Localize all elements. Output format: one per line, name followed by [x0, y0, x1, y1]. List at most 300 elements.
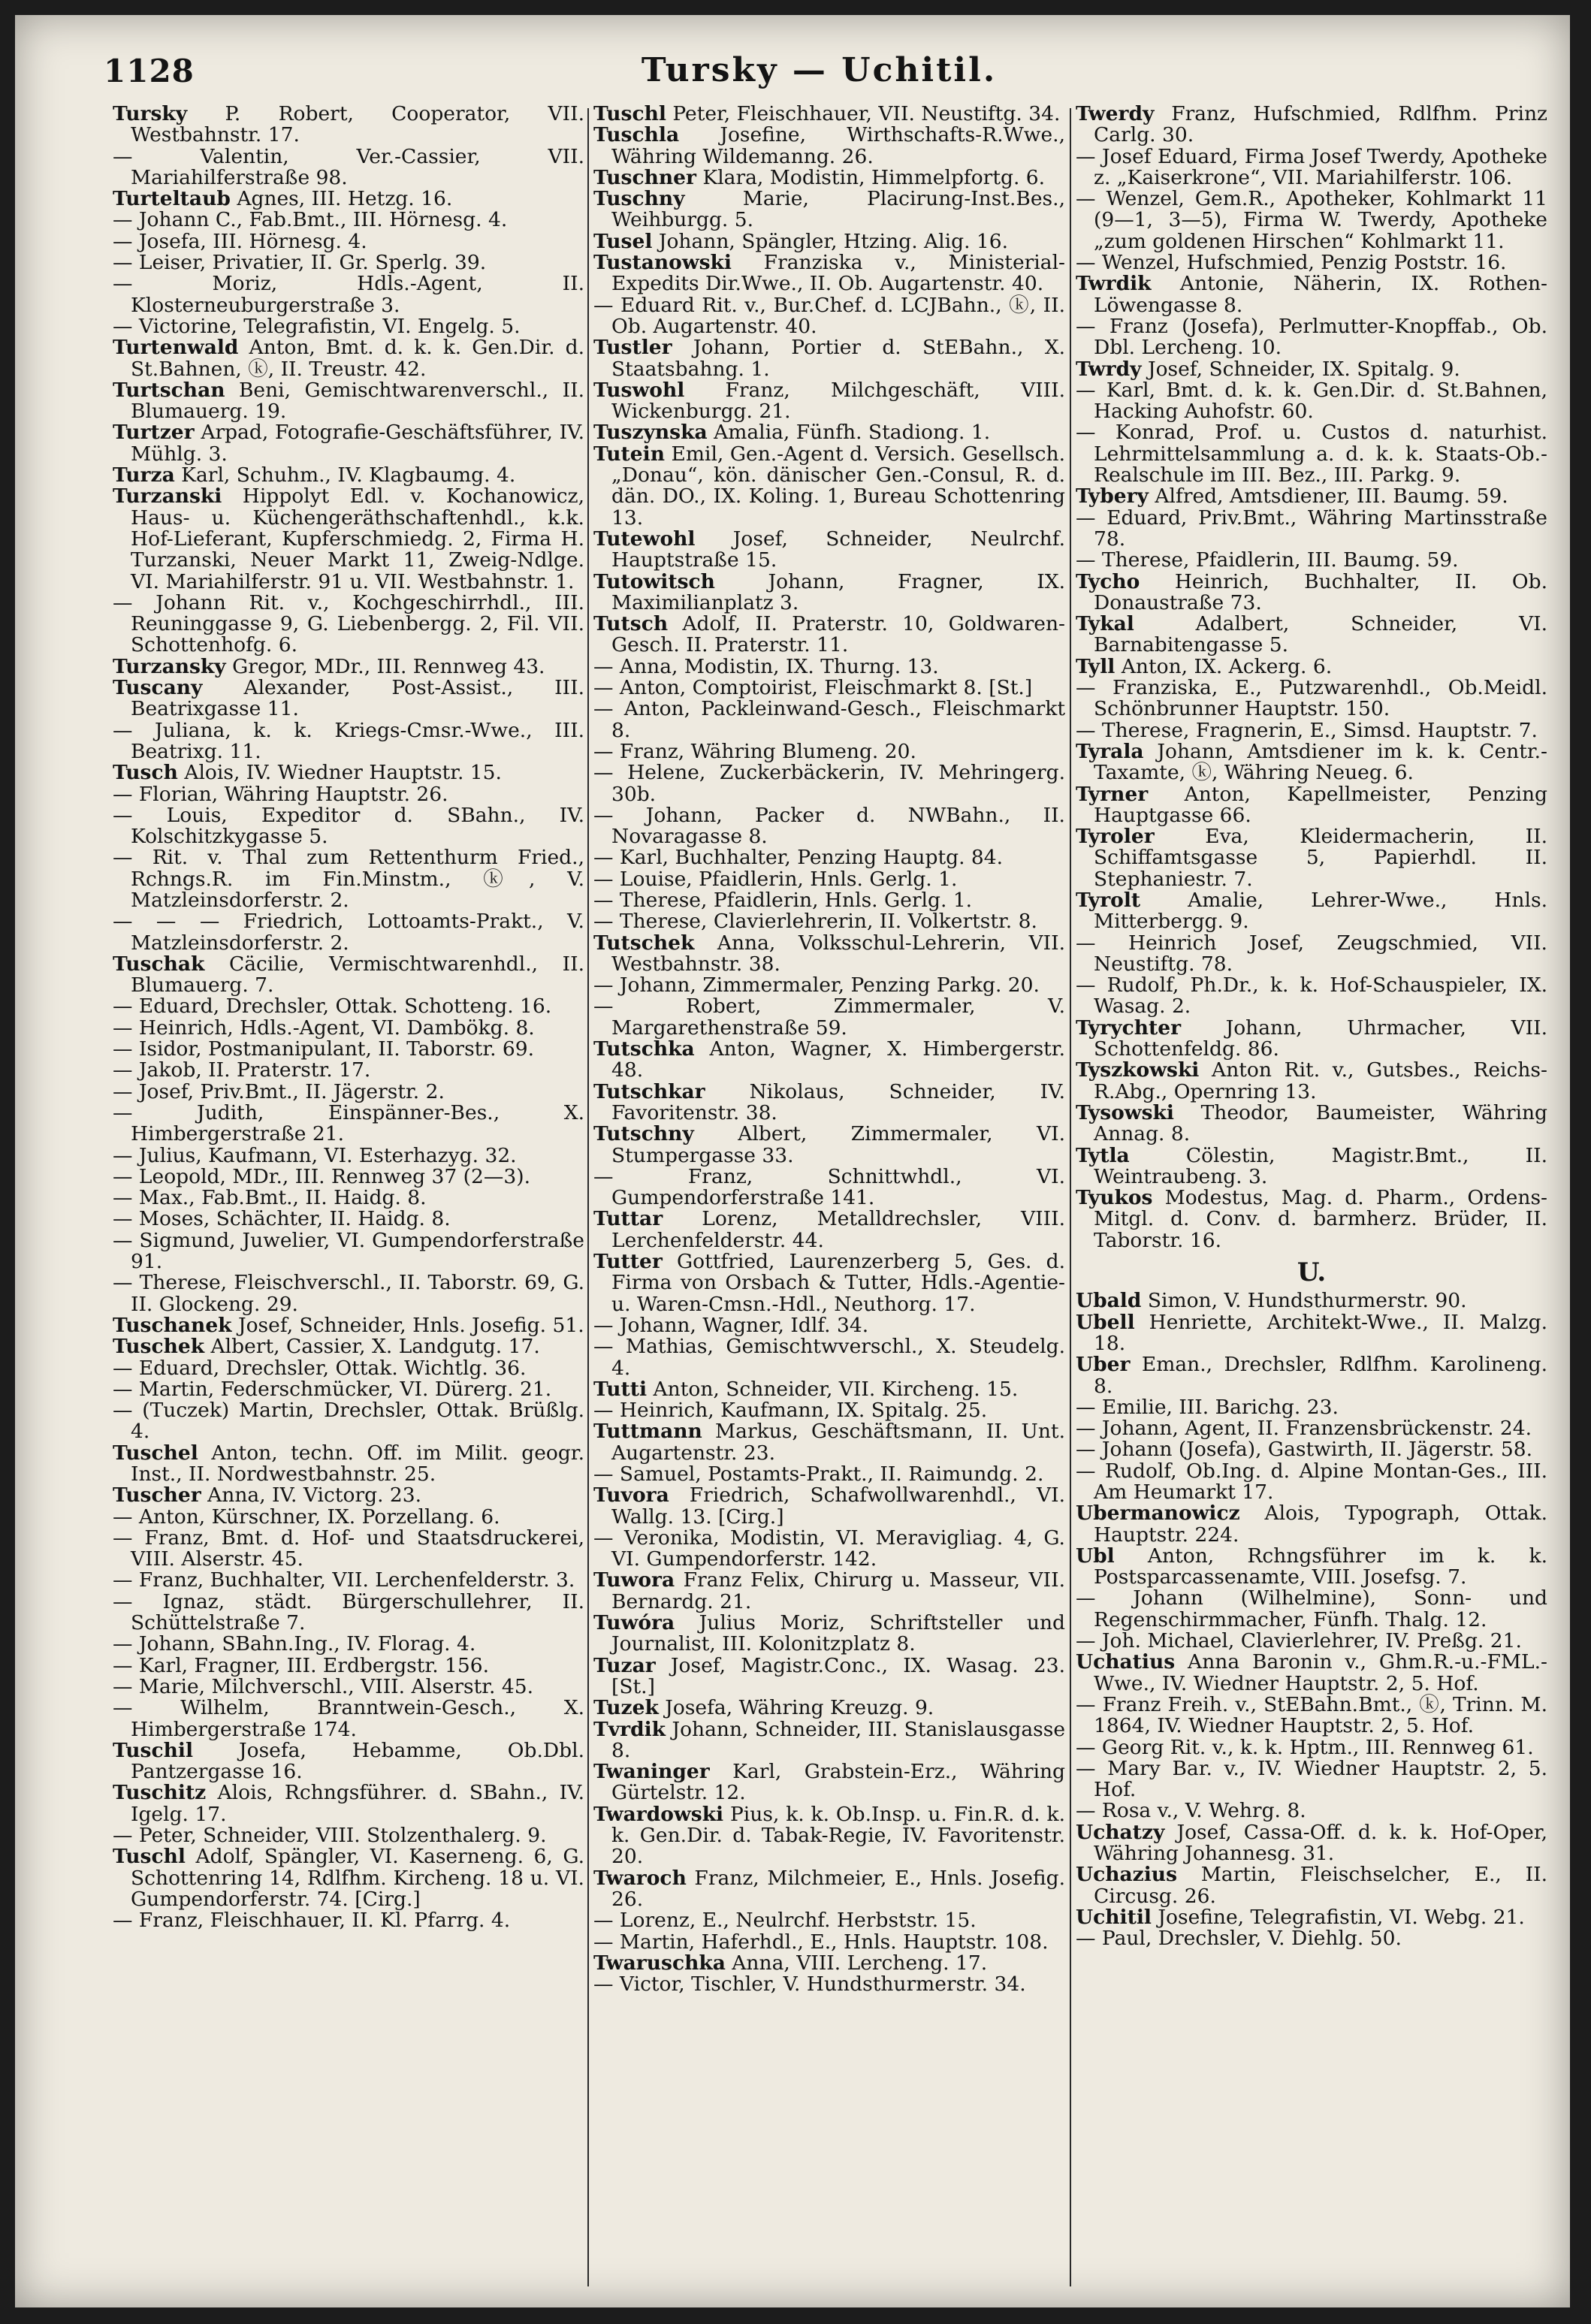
entry-details: Alfred, Amtsdiener, III. Baumg. 59. [1148, 484, 1508, 509]
entry-details: Johann, Fragner, IX. Maximilianplatz 3. [611, 569, 1065, 614]
entry-details: — Emilie, III. Barichg. 23. [1076, 1395, 1339, 1419]
entry-surname: Twaroch [593, 1866, 687, 1890]
entry-details: Anna Baronin v., Ghm.R.-u.-FML.-Wwe., IV. Wiedner Hauptstr. 2, 5. Hof. [1094, 1650, 1547, 1695]
directory-entry [113, 762, 584, 783]
directory-entry [593, 569, 1065, 614]
directory-entry [113, 1315, 584, 1336]
entry-surname: Tustler [593, 336, 672, 360]
entry-details: — Rosa v., V. Wehrg. 8. [1076, 1799, 1306, 1823]
directory-entry [593, 1528, 1065, 1571]
entry-details: — Sigmund, Juwelier, VI. Gumpendorferstraße 91. [113, 1228, 584, 1274]
directory-entry [1076, 890, 1547, 933]
entry-surname: Tuzar [593, 1653, 656, 1677]
entry-surname: Tuschl [593, 104, 666, 125]
directory-entry [593, 805, 1065, 848]
entry-details: Karl, Grabstein-Erz., Währing Gürtelstr. 12. [611, 1760, 1065, 1805]
directory-entry [1076, 252, 1547, 273]
column-rule [587, 108, 589, 2286]
directory-entry [113, 678, 584, 720]
entry-details: — Johann, Zimmermaler, Penzing Parkg. 20. [593, 973, 1040, 998]
entry-details: — Valentin, Ver.-Cassier, VII. Mariahilferstraße 98. [113, 144, 584, 189]
entry-details: Anton, Wagner, X. Himbergerstr. 48. [611, 1037, 1065, 1082]
entry-surname: Tutschkar [593, 1079, 705, 1103]
directory-entry [113, 1018, 584, 1039]
entry-details: — Franz (Josefa), Perlmutter-Knopffab., Ob. Dbl. Lercheng. 10. [1076, 314, 1547, 360]
directory-entry [1076, 720, 1547, 741]
entry-details: — Max., Fab.Bmt., II. Haidg. 8. [113, 1186, 427, 1210]
entry-surname: Tustanowski [593, 251, 732, 275]
entry-surname: Turteltaub [113, 187, 231, 211]
entry-details: — Georg Rit. v., k. k. Hptm., III. Rennweg 61. [1076, 1735, 1534, 1759]
entry-details: — Eduard, Priv.Bmt., Währing Martinsstraße 78. [1076, 506, 1547, 551]
directory-entry [113, 847, 584, 911]
entry-surname: Tyll [1076, 654, 1116, 678]
entry-surname: Tuttar [593, 1207, 663, 1231]
directory-entry [593, 1079, 1065, 1124]
directory-entry [113, 954, 584, 997]
directory-entry [593, 1655, 1065, 1698]
directory-entry [1076, 1546, 1547, 1589]
entry-details: — Ignaz, städt. Bürgerschullehrer, II. Schüttelstraße 7. [113, 1589, 584, 1635]
entry-surname: Tuschak [113, 952, 205, 976]
directory-entry [1076, 1439, 1547, 1460]
directory-entry [1076, 1822, 1547, 1865]
entry-details: Peter, Fleischhauer, VII. Neustiftg. 34. [666, 104, 1061, 125]
entry-details: — Helene, Zuckerbäckerin, IV. Mehringerg. 30b. [593, 761, 1065, 806]
directory-entry [593, 1804, 1065, 1868]
entry-surname: Tuszynska [593, 421, 708, 445]
entry-details: Eman., Drechsler, Rdlfhm. Karolineng. 8. [1094, 1353, 1547, 1398]
entry-details: — Karl, Bmt. d. k. k. Gen.Dir. d. St.Bahnen, Hacking Auhofstr. 60. [1076, 378, 1547, 424]
directory-entry [1076, 1800, 1547, 1821]
entry-surname: Tuschanek [113, 1313, 232, 1337]
entry-details: Josef, Schneider, Hnls. Josefig. 51. [231, 1313, 584, 1337]
entry-surname: Tusch [113, 761, 178, 785]
entry-details: — Martin, Haferhdl., E., Hnls. Hauptstr. 108. [593, 1930, 1049, 1954]
entry-details: — Franz, Währing Blumeng. 20. [593, 739, 916, 763]
entry-details: Franziska v., Ministerial-Expedits Dir.Wwe., II. Ob. Augartenstr. 40. [611, 251, 1065, 296]
entry-surname: Uchatzy [1076, 1820, 1165, 1844]
entry-details: — Eduard Rit. v., Bur.Chef. d. LCJBahn., ⓚ, II. Ob. Augartenstr. 40. [593, 293, 1065, 338]
directory-entry [593, 1464, 1065, 1485]
directory-entry [113, 996, 584, 1017]
directory-entry [593, 1315, 1065, 1336]
entry-details: — Leopold, MDr., III. Rennweg 37 (2—3). [113, 1164, 531, 1188]
directory-entry [113, 1060, 584, 1081]
directory-entry [593, 1761, 1065, 1804]
entry-details: Alexander, Post-Assist., III. Beatrixgasse 11. [131, 676, 584, 721]
directory-entry [113, 1589, 584, 1635]
directory-entry [113, 1782, 584, 1825]
directory-entry [593, 1932, 1065, 1953]
entry-details: Amalie, Lehrer-Wwe., Hnls. Mitterbergg. 9. [1094, 888, 1547, 934]
directory-entry [1076, 975, 1547, 1018]
letter-heading: U. [1297, 1257, 1327, 1288]
entry-details: Theodor, Baumeister, Währing Annag. 8. [1094, 1100, 1547, 1146]
entry-surname: Uchazius [1076, 1863, 1177, 1887]
directory-entry [1076, 1100, 1547, 1146]
entry-details: — Karl, Fragner, III. Erdbergstr. 156. [113, 1653, 490, 1677]
directory-entry [113, 1655, 584, 1677]
entry-details: — Johann, Packer d. NWBahn., II. Novaragasse 8. [593, 803, 1065, 849]
directory-entry [113, 1634, 584, 1655]
column-1 [113, 104, 584, 2297]
directory-entry [1076, 678, 1547, 720]
entry-details: — Anton, Packleinwand-Gesch., Fleischmarkt 8. [593, 697, 1065, 742]
entry-details: — Johann, Agent, II. Franzensbrückenstr. 24. [1076, 1417, 1532, 1441]
directory-entry [1076, 741, 1547, 784]
directory-entry [1076, 316, 1547, 359]
entry-details: — Josef, Priv.Bmt., II. Jägerstr. 2. [113, 1079, 445, 1103]
entry-details: — Franz, Schnittwhdl., VI. Gumpendorferstraße 141. [593, 1164, 1065, 1210]
entry-details: Beni, Gemischtwarenverschl., II. Blumauerg. 19. [131, 378, 584, 424]
entry-details: — Victor, Tischler, V. Hundsthurmerstr. 34. [593, 1972, 1026, 1997]
entry-surname: Tuvora [593, 1483, 669, 1508]
entry-details: Cäcilie, Vermischtwarenhdl., II. Blumauerg. 7. [131, 952, 584, 998]
entry-details: Anton, Rchngsführer im k. k. Postsparcassenamte, VIII. Josefsg. 7. [1094, 1544, 1547, 1589]
directory-entry [113, 231, 584, 252]
entry-surname: Ubl [1076, 1544, 1115, 1568]
entry-details: — Veronika, Modistin, VI. Meravigliag. 4, G. VI. Gumpendorferstr. 142. [593, 1526, 1065, 1571]
directory-entry [1076, 380, 1547, 423]
directory-entry [113, 316, 584, 337]
directory-entry [1076, 1060, 1547, 1103]
entry-surname: Tycho [1076, 569, 1140, 593]
entry-surname: Tutter [593, 1250, 663, 1274]
directory-entry [1076, 486, 1547, 507]
entry-surname: Tvrdik [593, 1717, 666, 1741]
entry-surname: Twerdy [1076, 104, 1155, 125]
entry-details: Simon, V. Hundsthurmerstr. 90. [1141, 1289, 1467, 1313]
entry-details: — Eduard, Drechsler, Ottak. Wichtlg. 36. [113, 1356, 527, 1380]
entry-surname: Tyrner [1076, 782, 1149, 806]
entry-surname: Tyrolt [1076, 888, 1141, 912]
entry-details: — Marie, Milchverschl., VIII. Alserstr. 45. [113, 1674, 534, 1698]
entry-details: Alois, IV. Wiedner Hauptstr. 15. [177, 761, 502, 785]
entry-details: Josef, Magistr.Conc., IX. Wasag. 23. [St.] [611, 1653, 1065, 1698]
directory-entry [1076, 569, 1547, 614]
entry-details: Josefine, Wirthschafts-R.Wwe., Währing Wildemanng. 26. [611, 123, 1065, 168]
entry-surname: Tutti [593, 1377, 648, 1401]
entry-details: — Heinrich, Kaufmann, IX. Spitalg. 25. [593, 1399, 988, 1423]
entry-surname: Uber [1076, 1353, 1131, 1377]
directory-entry [593, 1336, 1065, 1379]
entry-details: — Peter, Schneider, VIII. Stolzenthalerg. 9. [113, 1824, 547, 1848]
entry-details: Josef, Schneider, Neulrchf. Hauptstraße 15. [611, 527, 1065, 572]
entry-details: Emil, Gen.-Agent d. Versich. Gesellsch. „Donau“, kön. dänischer Gen.-Consul, R. d. dän. DO., IX. Koling. 1, Bureau Schottenring 13. [611, 442, 1065, 530]
directory-entry [593, 1124, 1065, 1167]
entry-surname: Tytla [1076, 1143, 1130, 1167]
directory-entry [593, 996, 1065, 1039]
entry-details: Josefa, Hebamme, Ob.Dbl. Pantzergasse 16. [131, 1738, 584, 1784]
directory-entry [1076, 1758, 1547, 1801]
directory-entry [113, 210, 584, 231]
directory-entry [1076, 1354, 1547, 1397]
directory-entry [1076, 614, 1547, 656]
entry-surname: Twaruschka [593, 1951, 726, 1975]
entry-surname: Tuwóra [593, 1611, 675, 1635]
entry-details: — Heinrich, Hdls.-Agent, VI. Dambökg. 8. [113, 1016, 535, 1040]
entry-details: Marie, Placirung-Inst.Bes., Weihburgg. 5. [611, 187, 1065, 232]
directory-entry [113, 1379, 584, 1400]
entry-details: Anton, IX. Ackerg. 6. [1115, 654, 1333, 678]
entry-details: Julius Moriz, Schriftsteller und Journalist, III. Kolonitzplatz 8. [611, 1611, 1065, 1656]
entry-details: — Therese, Fleischverschl., II. Taborstr. 69, G. II. Glockeng. 29. [113, 1271, 584, 1316]
entry-surname: Tuschl [113, 1845, 186, 1869]
entry-details: — Franziska, E., Putzwarenhdl., Ob.Meidl. Schönbrunner Hauptstr. 150. [1076, 676, 1547, 721]
entry-details: P. Robert, Cooperator, VII. Westbahnstr. 17. [131, 104, 584, 147]
entry-details: Karl, Schuhm., IV. Klagbaumg. 4. [174, 463, 516, 487]
entry-details: Anton, Kapellmeister, Penzing Hauptgasse 66. [1094, 782, 1547, 827]
directory-entry [113, 784, 584, 805]
directory-entry [113, 422, 584, 465]
entry-details: Martin, Fleischselcher, E., II. Circusg. 26. [1094, 1863, 1547, 1908]
entry-details: — Johann, SBahn.Ing., IV. Florag. 4. [113, 1632, 476, 1656]
entry-details: — Franz, Fleischhauer, II. Kl. Pfarrg. 4. [113, 1909, 511, 1933]
directory-entry [593, 444, 1065, 529]
entry-surname: Ubald [1076, 1289, 1142, 1313]
directory-entry [593, 1421, 1065, 1464]
entry-details: — Johann (Wilhelmine), Sonn- und Regenschirmmacher, Fünfh. Thalg. 12. [1076, 1586, 1547, 1631]
entry-surname: Tyroler [1076, 825, 1155, 849]
entry-details: Adolf, II. Praterstr. 10, Goldwaren-Gesch. II. Praterstr. 11. [611, 612, 1065, 657]
directory-entry [1076, 1928, 1547, 1949]
entry-details: Anton Rit. v., Gutsbes., Reichs-R.Abg., Opernring 13. [1094, 1058, 1547, 1103]
entry-surname: Tutowitsch [593, 569, 715, 593]
directory-entry [593, 847, 1065, 868]
directory-entry [593, 529, 1065, 572]
entry-details: Anton, techn. Off. im Milit. geogr. Inst., II. Nordwestbahnstr. 25. [131, 1441, 584, 1486]
directory-entry [593, 189, 1065, 231]
entry-details: Anna, IV. Victorg. 23. [201, 1483, 422, 1508]
entry-surname: Tuschek [113, 1335, 205, 1359]
directory-entry [113, 1336, 584, 1357]
directory-entry [1076, 826, 1547, 890]
entry-details: Josefine, Telegrafistin, VI. Webg. 21. [1151, 1905, 1525, 1929]
entry-details: Franz Felix, Chirurg u. Masseur, VII. Bernardg. 21. [611, 1568, 1065, 1613]
entry-details: — Jakob, II. Praterstr. 17. [113, 1058, 371, 1082]
directory-entry [593, 1039, 1065, 1082]
directory-entry [113, 337, 584, 380]
directory-entry [593, 678, 1065, 699]
directory-entry [593, 104, 1065, 125]
entry-details: — Johann (Josefa), Gastwirth, II. Jägerstr. 58. [1076, 1438, 1533, 1462]
entry-details: — Isidor, Postmanipulant, II. Taborstr. 69. [113, 1037, 535, 1061]
entry-details: Cölestin, Magistr.Bmt., II. Weintraubeng. 3. [1094, 1143, 1547, 1188]
entry-surname: Twardowski [593, 1802, 724, 1826]
column-2 [593, 104, 1065, 2297]
directory-entry [113, 1846, 584, 1910]
entry-details: — Samuel, Postamts-Prakt., II. Raimundg. 2. [593, 1462, 1044, 1486]
directory-entry [1076, 1418, 1547, 1439]
entry-surname: Tursky [113, 104, 188, 125]
directory-entry [113, 273, 584, 316]
entry-details: Franz, Milchgeschäft, VIII. Wickenburgg. 21. [611, 378, 1065, 424]
entry-details: Pius, k. k. Ob.Insp. u. Fin.R. d. k. k. Gen.Dir. d. Tabak-Regie, IV. Favoritenstr. 20. [611, 1802, 1065, 1869]
entry-details: — Moses, Schächter, II. Haidg. 8. [113, 1207, 451, 1231]
entry-details: Anna, Volksschul-Lehrerin, VII. Westbahnstr. 38. [611, 931, 1065, 976]
entry-surname: Ubell [1076, 1310, 1135, 1334]
entry-details: Josefa, Währing Kreuzg. 9. [658, 1696, 934, 1720]
directory-entry [1076, 359, 1547, 380]
entry-surname: Twrdik [1076, 272, 1152, 296]
directory-entry [113, 380, 584, 423]
directory-entry [593, 975, 1065, 996]
directory-entry [1076, 933, 1547, 976]
entry-details: — Florian, Währing Hauptstr. 26. [113, 782, 448, 806]
directory-entry [113, 1100, 584, 1146]
entry-details: Anton, Bmt. d. k. k. Gen.Dir. d. St.Bahnen, ⓚ, II. Treustr. 42. [131, 336, 584, 381]
directory-entry [593, 1698, 1065, 1719]
entry-surname: Tyrychter [1076, 1016, 1182, 1040]
entry-details: Johann, Uhrmacher, VII. Schottenfeldg. 86. [1094, 1016, 1547, 1061]
directory-entry [1076, 1692, 1547, 1738]
entry-surname: Tuschel [113, 1441, 198, 1465]
entry-surname: Uchatius [1076, 1650, 1176, 1674]
entry-details: Lorenz, Metalldrechsler, VIII. Lerchenfelderstr. 44. [611, 1207, 1065, 1252]
entry-details: — — — Friedrich, Lottoamts-Prakt., V. Matzleinsdorferstr. 2. [113, 910, 584, 955]
entry-surname: Tykal [1076, 612, 1134, 636]
entry-details: — Johann Rit. v., Kochgeschirrhdl., III. Reuninggasse 9, G. Liebenbergg. 2, Fil. VII. Schottenhofg. 6. [113, 590, 584, 657]
directory-entry [113, 1507, 584, 1528]
entry-details: Anton, Schneider, VII. Kircheng. 15. [647, 1377, 1019, 1401]
entry-details: — Wilhelm, Branntwein-Gesch., X. Himbergerstraße 174. [113, 1696, 584, 1741]
directory-entry [113, 1039, 584, 1060]
directory-entry [593, 422, 1065, 443]
directory-entry [1076, 146, 1547, 189]
directory-entry [113, 252, 584, 273]
entry-details: Anna, VIII. Lercheng. 17. [725, 1951, 988, 1975]
directory-entry [1076, 1503, 1547, 1546]
entry-details: Alois, Typograph, Ottak. Hauptstr. 224. [1094, 1502, 1547, 1547]
directory-entry [1076, 1018, 1547, 1061]
directory-entry [1076, 1864, 1547, 1907]
entry-details: — Franz, Bmt. d. Hof- und Staatsdruckerei, VIII. Alserstr. 45. [113, 1526, 584, 1571]
directory-entry [593, 1164, 1065, 1210]
entry-surname: Turtenwald [113, 336, 239, 360]
entry-details: Amalia, Fünfh. Stadiong. 1. [707, 421, 991, 445]
entry-surname: Tyukos [1076, 1186, 1153, 1210]
entry-details: Adalbert, Schneider, VI. Barnabitengasse 5. [1094, 612, 1547, 657]
entry-details: — Julius, Kaufmann, VI. Esterhazyg. 32. [113, 1143, 517, 1167]
entry-details: Markus, Geschäftsmann, II. Unt. Augartenstr. 23. [611, 1420, 1065, 1465]
entry-details: — Therese, Pfaidlerin, Hnls. Gerlg. 1. [593, 888, 973, 912]
entry-details: Hippolyt Edl. v. Kochanowicz, Haus- u. Küchengeräthschaftenhdl., k.k. Hof-Lieferant, Kupferschmiedg. 2, Firma H. Turzanski, Neuer Markt 11, Zweig-Ndlge. VI. Mariahilferstr. 91 u. VII. Westbahnstr. 1. [131, 484, 584, 593]
directory-entry [593, 380, 1065, 423]
entry-details: — Franz Freih. v., StEBahn.Bmt., ⓚ, Trinn. M. 1864, IV. Wiedner Hauptstr. 2, 5. Hof. [1076, 1692, 1547, 1738]
entry-details: Adolf, Spängler, VI. Kaserneng. 6, G. Schottenring 14, Rdlfhm. Kircheng. 18 u. VI. Gumpendorferstr. 74. [Cirg.] [131, 1845, 584, 1911]
directory-entry [593, 1379, 1065, 1400]
entry-details: — Heinrich Josef, Zeugschmied, VII. Neustiftg. 78. [1076, 931, 1547, 976]
directory-entry [113, 805, 584, 848]
entry-details: Gregor, MDr., III. Rennweg 43. [225, 654, 545, 678]
entry-surname: Tuschny [593, 187, 685, 211]
entry-details: — Anna, Modistin, IX. Thurng. 13. [593, 654, 939, 678]
directory-entry [593, 165, 1065, 189]
directory-entry [1076, 550, 1547, 571]
entry-surname: Turzanski [113, 484, 222, 509]
directory-entry [593, 1485, 1065, 1528]
directory-entry [113, 486, 584, 592]
directory-entry [593, 1570, 1065, 1613]
directory-page [15, 15, 1570, 2307]
directory-entry [1076, 189, 1547, 252]
entry-surname: Tutsch [593, 612, 669, 636]
directory-entry [593, 699, 1065, 741]
entry-details: — Therese, Fragnerin, E., Simsd. Hauptstr. 7. [1076, 718, 1538, 742]
directory-entry [113, 1674, 584, 1698]
entry-surname: Tuscher [113, 1483, 201, 1508]
directory-entry [113, 1209, 584, 1230]
entry-surname: Tutschek [593, 931, 695, 955]
directory-entry [593, 1400, 1065, 1421]
directory-entry [113, 1230, 584, 1273]
directory-entry [593, 1974, 1065, 1995]
directory-entry [113, 1740, 584, 1783]
entry-details: — Mathias, Gemischtwverschl., X. Steudelg. 4. [593, 1335, 1065, 1380]
directory-entry [113, 1528, 584, 1571]
directory-entry [1076, 1397, 1547, 1418]
entry-details: — Wenzel, Gem.R., Apotheker, Kohlmarkt 11 (9—1, 3—5), Firma W. Twerdy, Apotheke „zum goldenen Hirschen“ Kohlmarkt 11. [1076, 187, 1547, 253]
entry-details: Josef, Schneider, IX. Spitalg. 9. [1141, 357, 1460, 381]
entry-details: Agnes, III. Hetzg. 16. [230, 187, 453, 211]
entry-details: Heinrich, Buchhalter, II. Ob. Donaustraße 73. [1094, 569, 1547, 614]
directory-entry [113, 1570, 584, 1591]
directory-entry [113, 1443, 584, 1486]
directory-entry [113, 911, 584, 954]
entry-details: — Anton, Kürschner, IX. Porzellang. 6. [113, 1505, 500, 1529]
entry-details: Johann, Amtsdiener im k. k. Centr.-Taxamte, ⓚ, Währing Neueg. 6. [1094, 739, 1547, 785]
entry-surname: Tuttmann [593, 1420, 702, 1444]
directory-entry [593, 1251, 1065, 1315]
entry-details: — Louise, Pfaidlerin, Hnls. Gerlg. 1. [593, 867, 958, 891]
entry-details: — Eduard, Drechsler, Ottak. Schotteng. 16. [113, 994, 552, 1019]
entry-surname: Tusel [593, 229, 653, 253]
directory-entry [113, 1358, 584, 1379]
directory-entry [1076, 508, 1547, 551]
directory-entry [1076, 1588, 1547, 1631]
entry-details: — Konrad, Prof. u. Custos d. naturhist. Lehrmittelsammlung a. d. k. k. Staats-Ob.-Realschule im III. Bez., III. Parkg. 9. [1076, 421, 1547, 487]
directory-entry [113, 1698, 584, 1740]
entry-details: Eva, Kleidermacherin, II. Schiffamtsgasse 5, Papierhdl. II. Stephaniestr. 7. [1094, 825, 1547, 891]
directory-entry [113, 1188, 584, 1209]
directory-entry [113, 146, 584, 189]
entry-surname: Turzansky [113, 654, 226, 678]
directory-entry [593, 869, 1065, 890]
directory-entry [593, 1209, 1065, 1251]
directory-entry [113, 189, 584, 210]
directory-entry [593, 933, 1065, 976]
directory-entry [113, 1145, 584, 1167]
entry-surname: Tysowski [1076, 1100, 1174, 1124]
entry-details: — Johann, Wagner, Idlf. 34. [593, 1313, 869, 1337]
directory-entry [593, 656, 1065, 678]
entry-details: — Lorenz, E., Neulrchf. Herbststr. 15. [593, 1909, 977, 1933]
entry-surname: Tuscany [113, 676, 203, 700]
entry-surname: Tutschka [593, 1037, 695, 1061]
entry-details: Johann, Portier d. StEBahn., X. Staatsbahng. 1. [611, 336, 1065, 381]
directory-entry [113, 104, 584, 146]
entry-details: Johann, Schneider, III. Stanislausgasse 8. [611, 1717, 1065, 1762]
directory-entry [593, 231, 1065, 252]
directory-entry [1076, 273, 1547, 316]
entry-details: — Leiser, Privatier, II. Gr. Sperlg. 39. [113, 251, 487, 275]
directory-entry [113, 656, 584, 678]
entry-surname: Tutschny [593, 1122, 694, 1146]
directory-entry [113, 720, 584, 763]
entry-surname: Tyrala [1076, 739, 1144, 763]
entry-details: — Franz, Buchhalter, VII. Lerchenfelderstr. 3. [113, 1568, 575, 1592]
